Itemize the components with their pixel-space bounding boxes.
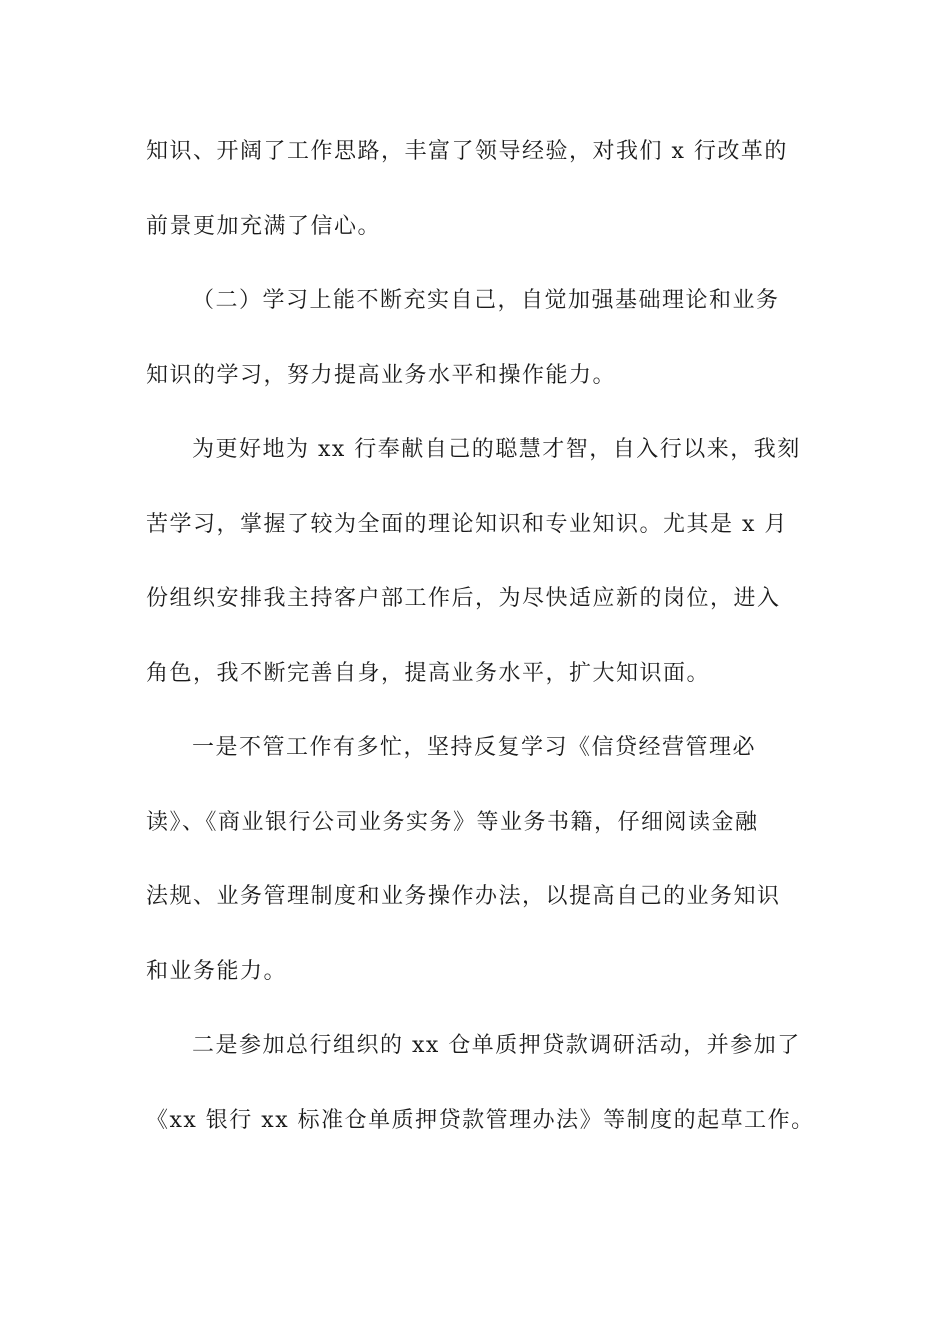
- text-line: 二是参加总行组织的 xx 仓单质押贷款调研活动，并参加了: [192, 1033, 801, 1058]
- text-line: 和业务能力。: [146, 959, 288, 984]
- text-line: 苦学习，掌握了较为全面的理论知识和专业知识。尤其是 x 月: [146, 512, 788, 537]
- text-line: 知识的学习，努力提高业务水平和操作能力。: [146, 363, 617, 388]
- text-line: 份组织安排我主持客户部工作后，为尽快适应新的岗位，进入: [146, 586, 781, 611]
- text-line: 前景更加充满了信心。: [146, 214, 382, 239]
- text-line: 法规、业务管理制度和业务操作办法，以提高自己的业务知识: [146, 884, 781, 909]
- text-line: 《xx 银行 xx 标准仓单质押贷款管理办法》等制度的起草工作。: [146, 1108, 815, 1133]
- text-line: 角色，我不断完善自身，提高业务水平，扩大知识面。: [146, 661, 711, 686]
- text-line: 为更好地为 xx 行奉献自己的聪慧才智，自入行以来，我刻: [192, 437, 801, 462]
- text-line: 一是不管工作有多忙，坚持反复学习《信贷经营管理必: [192, 735, 757, 760]
- section-heading: （二）学习上能不断充实自己，自觉加强基础理论和业务: [192, 288, 780, 313]
- text-line: 读》、《商业银行公司业务实务》等业务书籍，仔细阅读金融: [146, 810, 759, 835]
- text-line: 知识、开阔了工作思路，丰富了领导经验，对我们 x 行改革的: [146, 139, 788, 164]
